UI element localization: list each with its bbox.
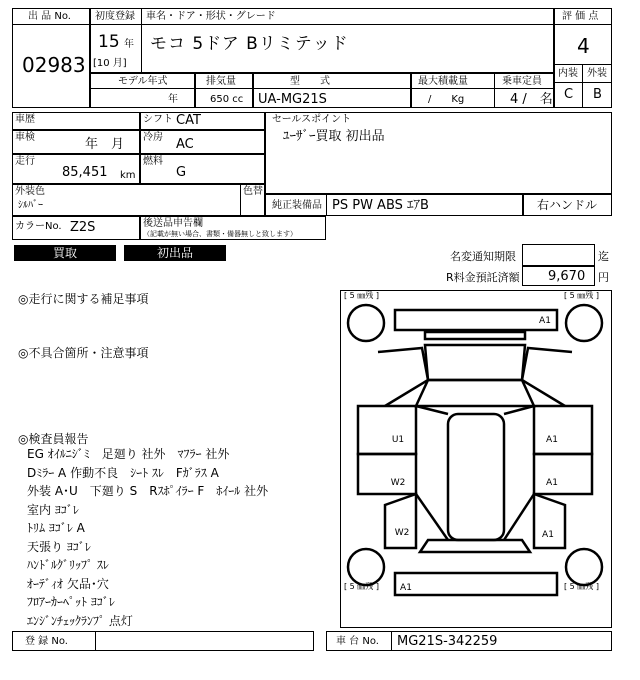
shift: CAT	[176, 113, 201, 128]
reg-month: [10 月]	[93, 58, 127, 69]
right-rear-door	[534, 454, 592, 494]
rear-left-tire	[348, 549, 384, 585]
tire-front-left: [ 5 ㎜残 ]	[344, 291, 379, 300]
chassis-no: MG21S-342259	[397, 634, 498, 649]
hood	[425, 345, 525, 380]
mark-right-front: A1	[546, 435, 558, 445]
left-rear-door	[358, 454, 416, 494]
mark-right-rear: A1	[542, 530, 554, 540]
tire-rear-left: [ 5 ㎜残 ]	[344, 582, 379, 591]
name-change-box	[522, 244, 595, 266]
ac-label: 冷房	[143, 132, 163, 143]
tire-front-right: [ 5 ㎜残 ]	[564, 291, 599, 300]
mark-left-rear-door: W2	[390, 478, 406, 488]
mileage: 85,451	[62, 165, 108, 180]
displacement: 650 cc	[210, 94, 244, 105]
mark-front-bumper: A1	[539, 316, 551, 326]
mileage-label: 走行	[15, 156, 35, 167]
model-year-label: モデル年式	[118, 76, 168, 87]
grille	[425, 332, 525, 339]
windshield	[416, 380, 534, 406]
front-bumper	[395, 310, 557, 330]
front-left-tire	[348, 305, 384, 341]
color-no: Z2S	[70, 220, 96, 235]
color-change-label: 色替	[243, 186, 263, 197]
roof	[448, 414, 504, 540]
history-label: 車歴	[15, 114, 35, 125]
max-load-label: 最大積載量	[418, 76, 468, 87]
fuel: G	[176, 165, 187, 180]
left-front-door	[358, 406, 416, 454]
first-listing-badge: 初出品	[124, 245, 226, 261]
inspector-line: Dﾐﾗｰ A 作動不良 ｼｰﾄ ｽﾚ Fｶﾞﾗｽ A	[27, 465, 219, 480]
inspector-line: ﾊﾝﾄﾞﾙｸﾞﾘｯﾌﾟ ｽﾚ	[27, 558, 109, 572]
tire-rear-right: [ 5 ㎜残 ]	[564, 582, 599, 591]
model-year-unit: 年	[168, 94, 178, 105]
chassis-label: 車 台 No.	[336, 636, 379, 647]
exterior-grade: B	[593, 87, 602, 102]
rear-window	[420, 540, 530, 552]
mark-left-front: U1	[391, 435, 405, 445]
right-front-door	[534, 406, 592, 454]
rear-bumper	[395, 573, 557, 595]
lot-no: 02983	[22, 53, 86, 77]
reg-no-label: 登 録 No.	[25, 636, 68, 647]
inspector-line: ｴﾝｼﾞﾝﾁｪｯｸﾗﾝﾌﾟ 点灯	[27, 613, 133, 628]
inspector-line: ｵｰﾃﾞｨｵ 欠品･穴	[27, 576, 109, 591]
mark-rear-bumper: A1	[400, 583, 412, 593]
car-body-diagram	[340, 290, 612, 628]
first-reg-label: 初度登録	[95, 11, 135, 22]
front-right-tire	[566, 305, 602, 341]
car-name: モコ 5ドア Bリミテッド	[150, 34, 349, 54]
displacement-label: 排気量	[206, 76, 236, 87]
max-load: / Kg	[428, 94, 465, 105]
type-label: 型 式	[290, 76, 330, 87]
inspector-line: ﾄﾘﾑ ﾖｺﾞﾚ A	[27, 521, 85, 535]
color-no-label: カラーNo.	[15, 221, 62, 232]
ac: AC	[176, 137, 194, 152]
inspector-line: 天張り ﾖｺﾞﾚ	[27, 539, 91, 554]
left-rear-fender	[385, 494, 416, 548]
ext-color-cell	[12, 184, 265, 216]
inspector-line: 外装 A･U 下廻り S Rｽﾎﾟｲﾗｰ F ﾎｲｰﾙ 社外	[27, 484, 269, 498]
sales-point-label: セールスポイント	[272, 114, 352, 125]
inspection-label: 車検	[15, 132, 35, 143]
inspection: 年 月	[85, 137, 125, 152]
interior-label: 内装	[558, 68, 578, 79]
mark-left-rear: W2	[394, 528, 410, 538]
score-label: 評 価 点	[562, 11, 599, 22]
capacity-label: 乗車定員	[502, 76, 542, 87]
inspector-line: 室内 ﾖｺﾞﾚ	[27, 502, 79, 517]
name-change-label: 名変通知期限	[450, 250, 516, 263]
reg-year: 15	[98, 32, 120, 52]
lot-no-label: 出 品 No.	[28, 11, 71, 22]
handle: 右ハンドル	[537, 198, 598, 212]
defects-label: ◎不具合箇所・注意事項	[18, 346, 149, 360]
inspector-line: ﾌﾛｱｰｶｰﾍﾟｯﾄ ﾖｺﾞﾚ	[27, 595, 115, 609]
recycle-value: 9,670	[548, 269, 586, 284]
ext-color-label: 外装色	[15, 186, 45, 197]
fuel-label: 燃料	[143, 156, 163, 167]
buyback-badge: 買取	[14, 245, 116, 261]
car-name-label: 車名・ドア・形状・グレード	[146, 11, 276, 22]
rear-right-tire	[566, 549, 602, 585]
driving-notes-label: ◎走行に関する補足事項	[18, 292, 149, 306]
mileage-unit: km	[120, 170, 136, 181]
model-type: UA-MG21S	[258, 92, 327, 107]
capacity: 4 / 名	[510, 92, 553, 107]
mark-right-rear-door: A1	[546, 478, 558, 488]
inspector-label: ◎検査員報告	[18, 432, 89, 446]
sales-point: ﾕｰｻﾞｰ買取 初出品	[283, 129, 385, 144]
shift-label: シフト	[143, 114, 173, 125]
post-doc-note: （記載が無い場合、書類・備器無しと致します）	[143, 230, 297, 238]
recycle-label: R料金預託済額	[446, 271, 520, 284]
post-doc-label: 後送品申告欄	[143, 218, 203, 229]
equipment: PS PW ABS ｴｱB	[332, 198, 429, 213]
ext-color: ｼﾙﾊﾞｰ	[18, 200, 43, 211]
score: 4	[577, 34, 590, 58]
reg-year-unit: 年	[124, 39, 134, 50]
recycle-unit: 円	[598, 271, 609, 284]
inspector-line: EG ｵｲﾙﾆｼﾞﾐ 足廻り 社外 ﾏﾌﾗｰ 社外	[27, 447, 230, 461]
equipment-label: 純正装備品	[272, 200, 322, 211]
interior-grade: C	[564, 87, 574, 102]
exterior-label: 外装	[587, 68, 607, 79]
name-change-unit: 迄	[598, 250, 609, 263]
